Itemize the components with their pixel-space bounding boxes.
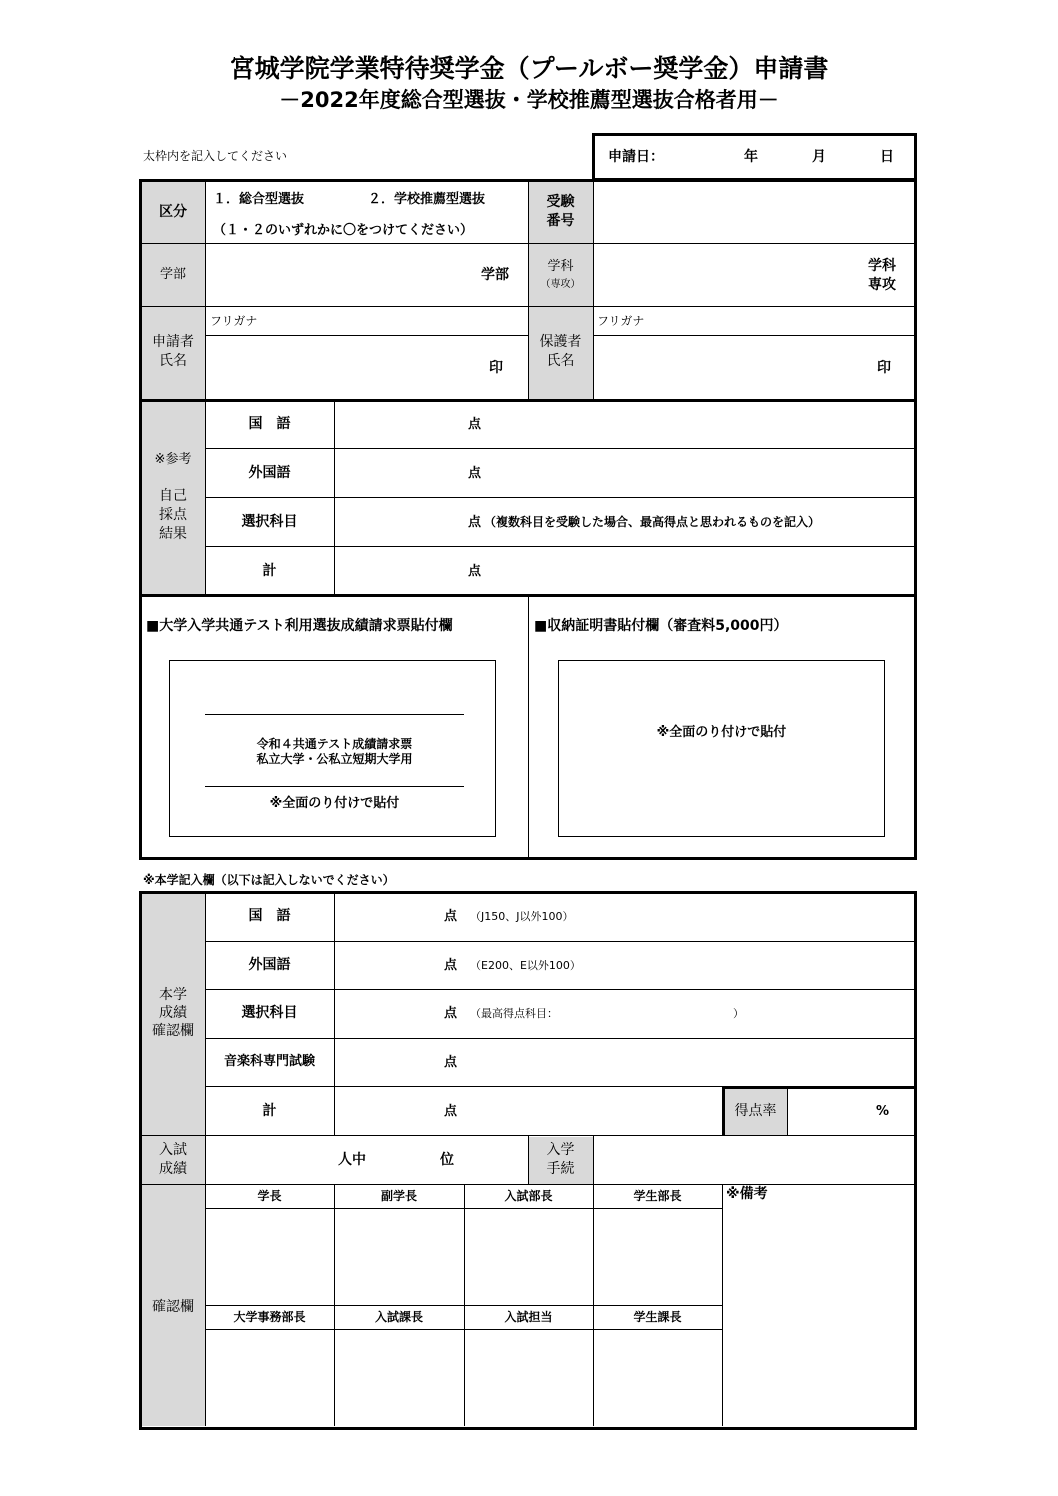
self-score-unit: 点 [468, 564, 482, 579]
self-score-subject: 選択科目 [241, 514, 298, 530]
guardian-name-field[interactable] [596, 338, 866, 396]
stamp-header: 入試担当 [504, 1310, 553, 1324]
stub-line-1: 令和４共通テスト成績請求票 [256, 737, 413, 751]
category-note: （１・２のいずれかに〇をつけてください） [213, 223, 474, 238]
confirm-score-subject: 音楽科専門試験 [223, 1054, 315, 1069]
self-score-input[interactable] [338, 501, 463, 543]
self-score-label-4: 結果 [159, 526, 187, 542]
department-label: 学科 [547, 259, 574, 274]
confirm-score-label-2: 成績 [159, 1005, 187, 1021]
confirm-score-subject: 外国語 [248, 957, 291, 973]
entrance-result-label-2: 成績 [159, 1161, 187, 1177]
confirm-score-unit: 点 [444, 958, 458, 973]
stamp-header: 副学長 [380, 1189, 417, 1203]
confirm-score-note-close: ） [733, 1007, 744, 1020]
faculty-suffix: 学部 [481, 267, 509, 283]
remarks-label: ※備考 [726, 1186, 768, 1202]
department-sub-label: （専攻） [540, 279, 581, 290]
confirm-score-subject: 計 [262, 1103, 277, 1119]
faculty-label: 学部 [159, 267, 186, 282]
guardian-label-1: 保護者 [539, 334, 582, 350]
category-option-2[interactable]: ２．学校推薦型選抜 [368, 192, 486, 207]
category-label: 区分 [159, 204, 187, 220]
applicant-label-2: 氏名 [159, 353, 187, 369]
application-date-month: 月 [812, 149, 826, 165]
applicant-furigana-field[interactable] [275, 309, 523, 333]
exam-number-field[interactable] [596, 184, 912, 240]
confirmation-label: 確認欄 [152, 1299, 194, 1315]
receipt-paste-target[interactable] [558, 660, 885, 837]
entrance-result-middle: 人中 [338, 1152, 366, 1168]
confirm-score-unit: 点 [444, 1055, 458, 1070]
self-score-subject: 国 語 [248, 416, 291, 432]
stamp-header: 学生部長 [633, 1189, 682, 1203]
self-score-subject: 計 [262, 563, 277, 579]
procedure-label-2: 手続 [546, 1161, 575, 1177]
confirm-score-subject: 選択科目 [241, 1005, 298, 1021]
applicant-seal: 印 [489, 360, 503, 376]
applicant-label-1: 申請者 [152, 334, 194, 350]
instruction-text: 太枠内を記入してください [143, 149, 288, 163]
department-suffix: 学科 [868, 258, 896, 274]
self-score-input[interactable] [338, 550, 463, 592]
major-suffix: 専攻 [868, 277, 896, 293]
page-title: 宮城学院学業特待奨学金（プールボー奨学金）申請書 [229, 54, 829, 83]
application-date-year: 年 [744, 149, 758, 165]
entrance-result-rank: 位 [440, 1152, 454, 1168]
stamp-header: 大学事務部長 [233, 1310, 306, 1324]
guardian-furigana-field[interactable] [662, 309, 912, 333]
applicant-name-field[interactable] [208, 338, 478, 396]
confirm-score-unit: 点 [444, 909, 458, 924]
confirm-score-unit: 点 [444, 1104, 458, 1119]
office-use-heading: ※本学記入欄（以下は記入しないでください） [143, 873, 395, 887]
stub-paste-note: ※全面のり付けで貼付 [269, 796, 400, 811]
stub-area-heading: ■大学入学共通テスト利用選抜成績請求票貼付欄 [146, 618, 453, 634]
stamp-header: 学長 [257, 1189, 282, 1203]
self-score-unit: 点 [468, 466, 482, 481]
category-option-1[interactable]: １．総合型選抜 [213, 192, 305, 207]
guardian-furigana-label: フリガナ [597, 314, 645, 328]
confirm-score-note: （E200、E以外100） [470, 959, 581, 972]
confirm-score-subject: 国 語 [248, 908, 291, 924]
confirm-score-label-3: 確認欄 [152, 1023, 194, 1039]
self-score-unit: 点 [468, 417, 482, 432]
receipt-area-heading: ■収納証明書貼付欄（審査料5,000円） [534, 618, 788, 634]
stub-line-2: 私立大学・公私立短期大学用 [256, 752, 413, 766]
self-score-label-1: ※参考 [154, 452, 192, 467]
exam-number-label-2: 番号 [546, 213, 575, 229]
procedure-label-1: 入学 [546, 1142, 575, 1158]
receipt-paste-note: ※全面のり付けで貼付 [656, 725, 787, 740]
stamp-header: 入試課長 [374, 1310, 423, 1324]
confirm-score-note: （J150、J以外100） [470, 910, 574, 923]
stamp-header: 学生課長 [633, 1310, 682, 1324]
application-date-day: 日 [880, 149, 894, 165]
self-score-subject: 外国語 [248, 465, 291, 481]
applicant-furigana-label: フリガナ [210, 314, 258, 328]
entrance-result-label-1: 入試 [159, 1142, 187, 1158]
self-score-input[interactable] [338, 403, 463, 445]
self-score-label-3: 採点 [159, 507, 187, 523]
stamp-header: 入試部長 [504, 1189, 553, 1203]
score-rate-unit: % [876, 1104, 890, 1119]
department-field[interactable] [596, 247, 856, 303]
application-date-label: 申請日： [608, 149, 664, 165]
score-rate-label: 得点率 [734, 1103, 777, 1119]
exam-number-label-1: 受験 [546, 194, 575, 210]
page-subtitle: －2022年度総合型選抜・学校推薦型選抜合格者用－ [279, 88, 779, 112]
confirm-score-unit: 点 [444, 1006, 458, 1021]
confirm-score-label-1: 本学 [159, 987, 187, 1003]
self-score-note: （複数科目を受験した場合、最高得点と思われるものを記入） [484, 515, 821, 529]
self-score-unit: 点 [468, 515, 482, 530]
guardian-seal: 印 [877, 360, 891, 376]
self-score-label-2: 自己 [159, 488, 187, 504]
guardian-label-2: 氏名 [546, 353, 575, 369]
confirm-score-note: （最高得点科目： [470, 1007, 558, 1020]
faculty-field[interactable] [208, 247, 478, 303]
self-score-input[interactable] [338, 452, 463, 494]
